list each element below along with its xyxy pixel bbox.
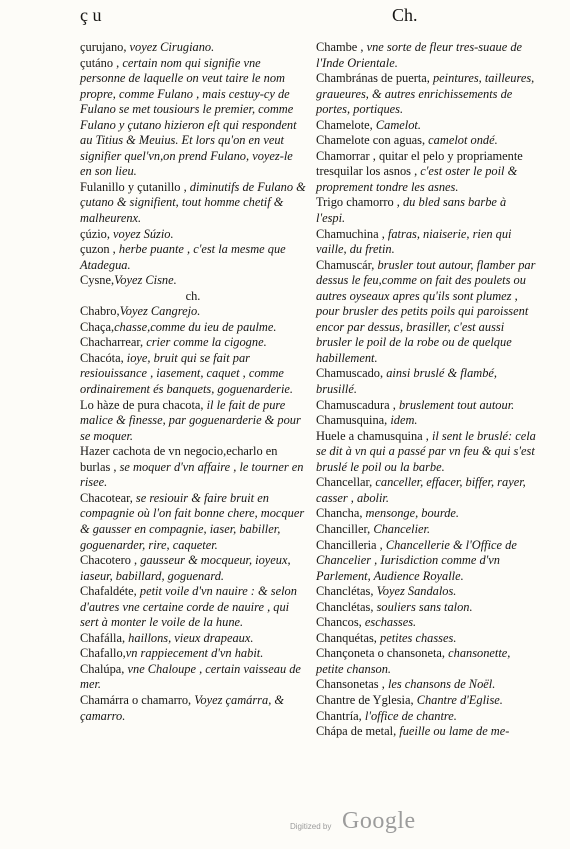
entry-headword: Fulanillo y çutanillo ,	[80, 179, 190, 194]
watermark-prefix: Digitized by	[290, 822, 332, 831]
entry-headword: Chafaldéte,	[80, 584, 140, 599]
entry-headword: Chacóta,	[80, 350, 127, 365]
entry-headword: Chamelote,	[316, 117, 376, 132]
entry-headword: Chanclétas,	[316, 584, 377, 599]
entry-definition: Camelot.	[375, 117, 421, 132]
entry-definition: Voyez Cisne.	[114, 273, 177, 288]
dictionary-entry	[316, 522, 536, 538]
entry-definition: haillons, vieux drapeaux.	[128, 630, 254, 645]
entry-headword: Chápa de metal,	[316, 724, 400, 739]
entry-headword: Chancha,	[316, 506, 366, 521]
entry-definition: ioye, bruit qui se fait par resiouissance , iasement, caquet , comme ordinairement és banquets, goguenarderie.	[80, 350, 294, 397]
dictionary-entry	[316, 195, 536, 226]
entry-definition: vn rappiecement d'vn habit.	[125, 646, 264, 661]
entry-headword: Chalúpa,	[80, 661, 128, 676]
entry-definition: gausseur & mocqueur, ioyeux, iaseur, babillard, goguenard.	[80, 553, 291, 583]
entry-headword: Chanquétas,	[316, 630, 381, 645]
entry-headword: Lo hàze de pura chacota,	[80, 397, 207, 412]
entry-headword: Chançoneta o chansoneta,	[316, 646, 449, 661]
entry-headword: Chafallo,	[80, 646, 126, 661]
entry-definition: il le fait de pure malice & finesse, par goguenarderie & pour se moquer.	[80, 397, 301, 443]
entry-headword: Chanciller,	[316, 521, 374, 536]
entry-definition: se moquer d'vn affaire , le tourner en risee.	[80, 459, 304, 490]
entry-headword: Chantre de Yglesia,	[316, 692, 417, 707]
entry-headword: Chacotero ,	[80, 553, 141, 568]
entry-headword: Chafálla,	[80, 630, 129, 645]
dictionary-entry	[80, 304, 306, 320]
entry-headword: Chamorrar , quitar el pelo y propriamente tresquilar los asnos ,	[316, 148, 523, 179]
entry-headword: Chamuscadura ,	[316, 397, 399, 412]
entry-definition: il sent le bruslé: cela se dit à vn qui a passé par vn feu & qui s'est bruslé le poil ou la barbe.	[316, 428, 536, 474]
entry-definition: vne Chaloupe , certain vaisseau de mer.	[80, 661, 301, 692]
entry-definition: ainsi bruslé & flambé, brusillé.	[316, 366, 498, 397]
entry-definition: camelot ondé.	[428, 133, 498, 148]
entry-definition: petites chasses.	[380, 630, 457, 645]
entry-headword: Chaça,	[80, 319, 115, 334]
entry-definition: crier comme la cigogne.	[146, 335, 267, 350]
entry-headword: Chancellar,	[316, 475, 376, 490]
dictionary-entry	[316, 118, 536, 134]
dictionary-entry	[80, 398, 306, 445]
dictionary-entry	[316, 227, 536, 258]
dictionary-entry	[316, 71, 536, 118]
dictionary-entry	[316, 429, 536, 476]
dictionary-entry	[80, 227, 306, 243]
entry-headword: çutáno ,	[80, 55, 123, 70]
entry-definition: se resiouir & faire bruit en compagnie où l'on fait bonne chere, mocquer & gausser en compagnie, iaser, babiller, goguenarder, rire, caqueter.	[80, 490, 305, 552]
dictionary-entry	[80, 646, 306, 662]
entry-headword: Chancos,	[316, 615, 365, 630]
dictionary-entry	[316, 149, 536, 196]
entry-definition: chansonette, petite chanson.	[316, 646, 511, 676]
dictionary-entry	[80, 56, 306, 180]
entry-headword: Chambránas de puerta,	[316, 71, 433, 86]
dictionary-entry	[316, 693, 536, 709]
dictionary-entry	[316, 258, 536, 367]
dictionary-entry	[316, 133, 536, 149]
dictionary-entry	[80, 631, 306, 647]
dictionary-entry	[316, 646, 536, 677]
entry-definition: herbe puante , c'est la mesme que Atadegua.	[80, 242, 286, 272]
dictionary-entry	[316, 677, 536, 693]
google-logo: Google	[342, 808, 416, 834]
dictionary-entry	[316, 709, 536, 725]
entry-definition: souliers sans talon.	[376, 599, 473, 614]
dictionary-entry	[316, 631, 536, 647]
section-letter: Ch.	[392, 5, 418, 25]
entry-headword: Chamuchina ,	[316, 226, 388, 241]
entry-headword: Chambe ,	[316, 40, 367, 54]
entry-definition: canceller, effacer, biffer, rayer, casser , abolir.	[316, 475, 526, 505]
entry-headword: Chamuscár,	[316, 257, 378, 272]
entry-definition: idem.	[390, 413, 418, 428]
entry-definition: Voyez çamárra, & çamarro.	[80, 692, 285, 723]
dictionary-entry	[80, 242, 306, 273]
entry-definition: petit voile d'vn nauire : & selon d'autres vne certaine corde de nauire , qui sert à monter le voile de la hune.	[80, 584, 297, 630]
entry-definition: brusler tout autour, flamber par dessus le feu,comme on fait des poulets ou autres oyseaux apres qu'ils sont plumez , pour brusler des petits poils qui paroissent encor par dessus, brasiller, c'est aussi brusler le poil de la robe ou de quelque habillement.	[316, 257, 536, 365]
entry-definition: peintures, tailleures, graueures, & autres enrichissements de portes, portiques.	[316, 71, 535, 117]
dictionary-entry	[316, 724, 536, 740]
entry-definition: diminutifs de Fulano & çutano & signifient, tout homme chetif & malheurenx.	[80, 179, 306, 226]
entry-headword: Chabro,	[80, 304, 120, 319]
entry-definition: fueille ou lame de me-	[399, 724, 510, 739]
dictionary-entry	[80, 273, 306, 289]
right-column	[316, 40, 536, 740]
dictionary-entry	[316, 506, 536, 522]
entry-definition: Voyez Cangrejo.	[119, 304, 201, 319]
entry-headword: Chamuscado,	[316, 366, 387, 381]
entry-headword: çuzon ,	[80, 242, 119, 257]
entry-definition: Voyez Sandalos.	[376, 584, 457, 599]
entry-definition: eschasses.	[364, 615, 417, 630]
entry-definition: certain nom qui signifie vne personne de laquelle on veut taire le nom propre, comme Fulano , mais cestuy-cy de Fulano se met tousiours le premier, comme Fulano y çutano hizieron eſt qui respondent au Titius & Meuius. Et lors qu'on en veut signifier quel'vn,on prend Fulano, voyez-le en son lieu.	[80, 55, 297, 179]
entry-headword: Hazer cachota de vn negocio,echarlo en burlas ,	[80, 444, 278, 474]
dictionary-entry	[316, 584, 536, 600]
entry-definition: Chantre d'Eglise.	[416, 692, 503, 707]
dictionary-entry	[316, 398, 536, 414]
dictionary-entry	[316, 40, 536, 71]
entry-definition: c'est oster le poil & proprement tondre les asnes.	[316, 164, 518, 194]
entry-definition: fatras, niaiserie, rien qui vaille, du fretin.	[316, 226, 512, 257]
entry-headword: Chacharrear,	[80, 335, 147, 350]
entry-definition: voyez Cirugiano.	[129, 40, 215, 54]
entry-headword: Chanclétas,	[316, 599, 377, 614]
google-watermark	[290, 806, 450, 840]
entry-definition: vne sorte de fleur tres-suaue de l'Inde Orientale.	[316, 40, 523, 70]
entry-definition: Chancelier.	[373, 521, 431, 536]
dictionary-entry	[316, 615, 536, 631]
dictionary-entry	[80, 40, 306, 56]
dictionary-entry	[316, 600, 536, 616]
entry-definition: voyez Súzio.	[113, 226, 174, 241]
dictionary-entry	[80, 180, 306, 227]
entry-definition: chasse,comme du ieu de paulme.	[114, 319, 277, 334]
entry-headword: çúzio,	[80, 226, 114, 241]
entry-headword: Huele a chamusquina ,	[316, 428, 432, 443]
dictionary-entry	[80, 320, 306, 336]
dictionary-entry	[80, 444, 306, 491]
dictionary-entry	[80, 335, 306, 351]
entry-headword: Cysne,	[80, 273, 115, 288]
entry-definition: Chancellerie & l'Office de Chancelier , Iurisdiction comme d'vn Parlement, Audience Royalle.	[316, 537, 517, 583]
dictionary-entry	[80, 351, 306, 398]
entry-headword: çurujano,	[80, 40, 130, 54]
entry-definition: les chansons de Noël.	[387, 677, 496, 692]
entry-headword: Chamusquina,	[316, 413, 391, 428]
entry-definition: l'office de chantre.	[364, 708, 457, 723]
left-column	[80, 40, 306, 724]
entry-headword: Chacotear,	[80, 490, 136, 505]
dictionary-entry	[316, 366, 536, 397]
dictionary-entry	[80, 584, 306, 631]
dictionary-entry	[316, 413, 536, 429]
entry-headword: Chancilleria ,	[316, 537, 386, 552]
dictionary-entry	[316, 475, 536, 506]
entry-headword: Chantría,	[316, 708, 365, 723]
dictionary-entry	[316, 538, 536, 585]
entry-definition: mensonge, bourde.	[365, 506, 460, 521]
dictionary-entry	[80, 491, 306, 553]
dictionary-entry	[80, 553, 306, 584]
entry-headword: Chansonetas ,	[316, 677, 388, 692]
dictionary-entry	[80, 693, 306, 724]
page-number: ç u	[80, 5, 102, 25]
entry-headword: Trigo chamorro ,	[316, 195, 403, 210]
entry-headword: Chamelote con aguas,	[316, 133, 429, 148]
entry-definition: bruslement tout autour.	[398, 397, 515, 412]
entry-definition: du bled sans barbe à l'espi.	[316, 195, 507, 226]
dictionary-entry	[80, 662, 306, 693]
entry-headword: Chamárra o chamarro,	[80, 692, 195, 707]
section-heading: ch.	[185, 288, 201, 303]
